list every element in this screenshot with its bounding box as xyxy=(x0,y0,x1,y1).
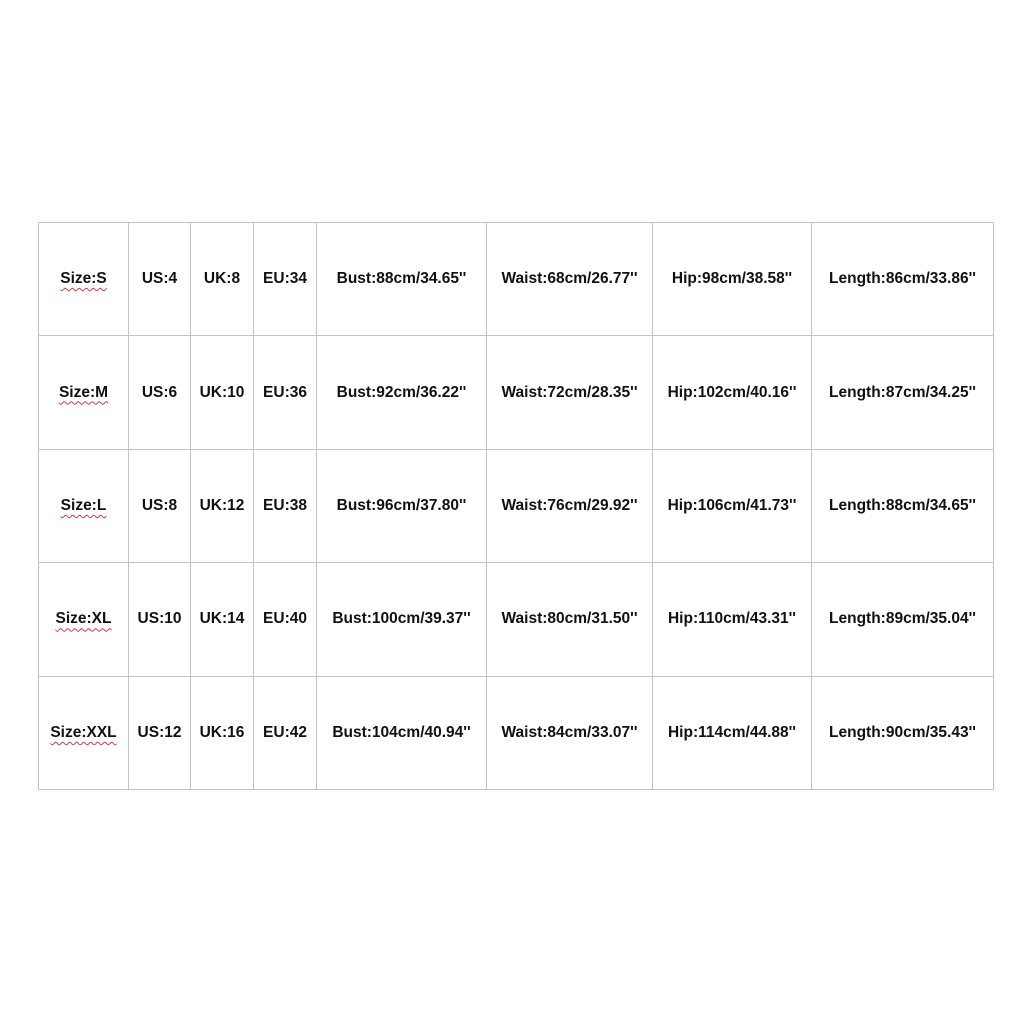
us-size-cell: US:10 xyxy=(129,563,191,676)
uk-size-cell: UK:14 xyxy=(191,563,254,676)
bust-cell: Bust:92cm/36.22'' xyxy=(317,336,487,449)
size-cell xyxy=(39,449,129,562)
uk-size-cell: UK:16 xyxy=(191,676,254,789)
length-cell: Length:89cm/35.04'' xyxy=(812,563,994,676)
size-cell xyxy=(39,223,129,336)
size-label: Size:L xyxy=(60,496,107,514)
size-chart-table xyxy=(38,222,994,790)
us-size-cell: US:6 xyxy=(129,336,191,449)
table-row xyxy=(39,449,994,562)
waist-cell: Waist:80cm/31.50'' xyxy=(487,563,653,676)
hip-cell: Hip:106cm/41.73'' xyxy=(653,449,812,562)
bust-cell: Bust:100cm/39.37'' xyxy=(317,563,487,676)
table-row xyxy=(39,676,994,789)
length-cell: Length:87cm/34.25'' xyxy=(812,336,994,449)
bust-cell: Bust:88cm/34.65'' xyxy=(317,223,487,336)
size-cell xyxy=(39,563,129,676)
length-cell: Length:90cm/35.43'' xyxy=(812,676,994,789)
waist-cell: Waist:84cm/33.07'' xyxy=(487,676,653,789)
hip-cell: Hip:102cm/40.16'' xyxy=(653,336,812,449)
table-row xyxy=(39,563,994,676)
size-label: Size:XL xyxy=(55,610,112,628)
uk-size-cell: UK:10 xyxy=(191,336,254,449)
waist-cell: Waist:68cm/26.77'' xyxy=(487,223,653,336)
size-label: Size:S xyxy=(60,270,107,288)
us-size-cell: US:8 xyxy=(129,449,191,562)
size-cell xyxy=(39,336,129,449)
uk-size-cell: UK:8 xyxy=(191,223,254,336)
bust-cell: Bust:104cm/40.94'' xyxy=(317,676,487,789)
size-cell xyxy=(39,676,129,789)
eu-size-cell: EU:38 xyxy=(254,449,317,562)
length-cell: Length:86cm/33.86'' xyxy=(812,223,994,336)
length-cell: Length:88cm/34.65'' xyxy=(812,449,994,562)
uk-size-cell: UK:12 xyxy=(191,449,254,562)
eu-size-cell: EU:40 xyxy=(254,563,317,676)
hip-cell: Hip:114cm/44.88'' xyxy=(653,676,812,789)
size-label: Size:XXL xyxy=(50,723,117,741)
eu-size-cell: EU:34 xyxy=(254,223,317,336)
us-size-cell: US:4 xyxy=(129,223,191,336)
waist-cell: Waist:72cm/28.35'' xyxy=(487,336,653,449)
size-label: Size:M xyxy=(58,383,109,401)
bust-cell: Bust:96cm/37.80'' xyxy=(317,449,487,562)
eu-size-cell: EU:36 xyxy=(254,336,317,449)
table-row xyxy=(39,336,994,449)
table-row xyxy=(39,223,994,336)
waist-cell: Waist:76cm/29.92'' xyxy=(487,449,653,562)
eu-size-cell: EU:42 xyxy=(254,676,317,789)
hip-cell: Hip:110cm/43.31'' xyxy=(653,563,812,676)
us-size-cell: US:12 xyxy=(129,676,191,789)
hip-cell: Hip:98cm/38.58'' xyxy=(653,223,812,336)
